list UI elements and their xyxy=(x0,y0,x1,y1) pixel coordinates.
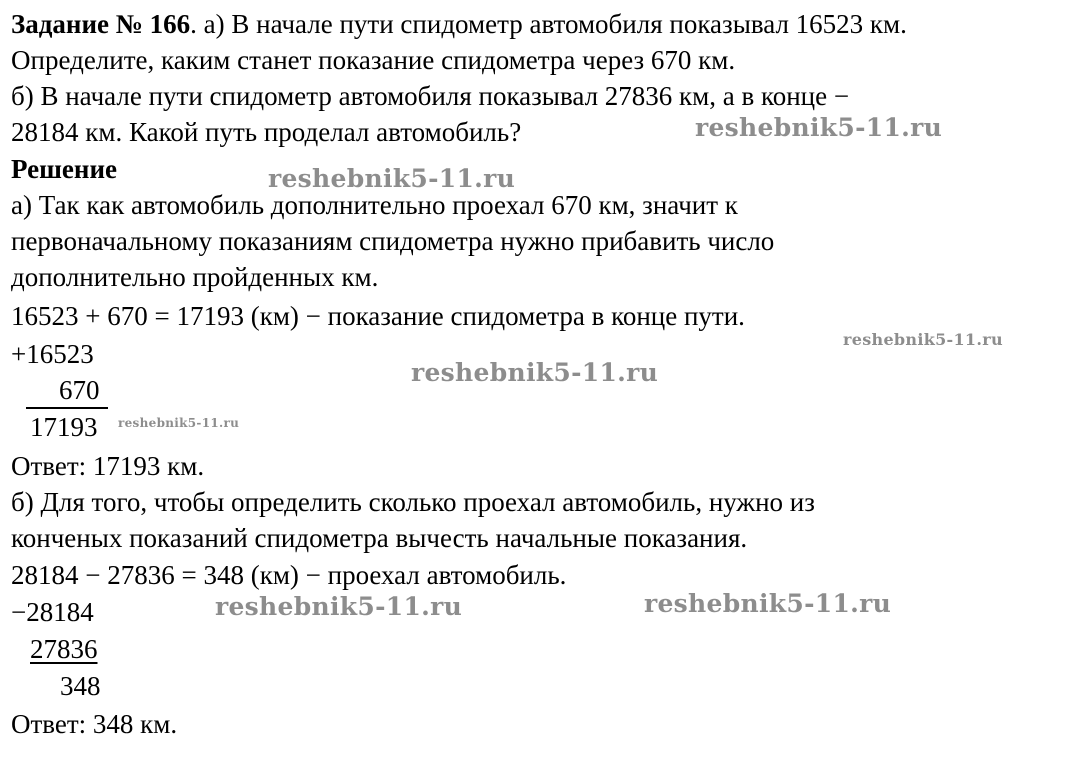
task-line-3: б) В начале пути спидометр автомобиля показывал 27836 км, а в конце − xyxy=(11,81,850,111)
part-a-column-top: +16523 xyxy=(11,339,94,369)
part-b-text-line-2: конченых показаний спидометра вычесть начальные показания. xyxy=(11,523,748,553)
part-b-answer: Ответ: 348 км. xyxy=(11,709,178,739)
part-b-column-result: 348 xyxy=(60,671,101,701)
solution-heading: Решение xyxy=(11,154,117,184)
task-line-4: 28184 км. Какой путь проделал автомобиль? xyxy=(11,117,522,147)
watermark-6: reshebnik5-11.ru xyxy=(215,592,463,621)
watermark-2: reshebnik5-11.ru xyxy=(268,164,516,193)
part-b-text-line-1: б) Для того, чтобы определить сколько проехал автомобиль, нужно из xyxy=(11,487,815,517)
part-a-text-line-2: первоначальному показаниям спидометра нужно прибавить число xyxy=(11,226,775,256)
part-a-answer: Ответ: 17193 км. xyxy=(11,451,205,481)
part-a-text-line-3: дополнительно пройденных км. xyxy=(11,262,379,292)
task-line-2: Определите, каким станет показание спидометра через 670 км. xyxy=(11,45,736,75)
part-a-text-line-1: а) Так как автомобиль дополнительно проехал 670 км, значит к xyxy=(11,190,738,220)
task-line-1 xyxy=(11,6,907,42)
watermark-1: reshebnik5-11.ru xyxy=(695,113,943,142)
part-b-column-top: −28184 xyxy=(11,597,94,627)
watermark-3: reshebnik5-11.ru xyxy=(843,330,1003,349)
part-b-equation: 28184 − 27836 = 348 (км) − проехал автомобиль. xyxy=(11,560,567,590)
watermark-5: reshebnik5-11.ru xyxy=(118,416,240,430)
task-line-1-text: . а) В начале пути спидометр автомобиля показывал 16523 км. xyxy=(190,9,907,39)
task-title: Задание № 166 xyxy=(11,9,191,39)
part-b-column-second: 27836 xyxy=(30,634,98,664)
watermark-4: reshebnik5-11.ru xyxy=(411,358,659,387)
part-a-column-result: 17193 xyxy=(30,412,98,442)
part-a-equation: 16523 + 670 = 17193 (км) − показание спидометра в конце пути. xyxy=(11,301,745,331)
part-a-column-second: 670 xyxy=(59,375,100,405)
watermark-7: reshebnik5-11.ru xyxy=(644,589,892,618)
